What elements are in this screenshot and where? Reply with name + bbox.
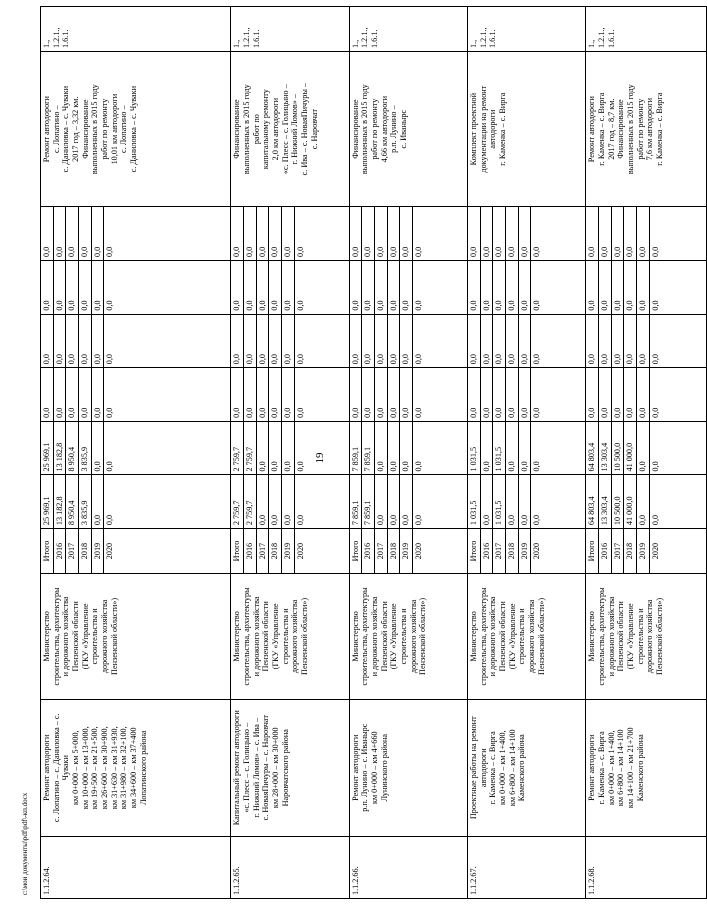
- total-cell: 0,0: [104, 475, 231, 529]
- year-cell: 2018: [624, 529, 637, 574]
- year-cell: 2017: [611, 529, 624, 574]
- local-cell: 0,0: [506, 314, 519, 368]
- other-cell: 0,0: [468, 207, 481, 261]
- regional-cell: 0,0: [400, 368, 413, 422]
- total-cell: 0,0: [413, 475, 468, 529]
- indicator-cell: Комплект проектной документации на ремонт автодороги г. Каменка – с. Вирга: [468, 51, 586, 206]
- regional-cell: 0,0: [294, 368, 349, 422]
- federal-cell: 13 182,8: [53, 421, 66, 475]
- federal-cell: 1 031,5: [468, 421, 481, 475]
- page-number-text: 19: [314, 452, 326, 464]
- other-cell: 0,0: [79, 207, 92, 261]
- extra-cell: 0,0: [480, 260, 493, 314]
- other-cell: 0,0: [387, 207, 400, 261]
- other-cell: 0,0: [349, 207, 362, 261]
- year-cell: 2017: [66, 529, 79, 574]
- other-cell: 0,0: [599, 207, 612, 261]
- extra-cell: 0,0: [294, 260, 349, 314]
- regional-cell: 0,0: [79, 368, 92, 422]
- regional-cell: 0,0: [375, 368, 388, 422]
- year-cell: 2018: [387, 529, 400, 574]
- other-cell: 0,0: [413, 207, 468, 261]
- local-cell: 0,0: [531, 314, 586, 368]
- regional-cell: 0,0: [468, 368, 481, 422]
- extra-cell: 0,0: [468, 260, 481, 314]
- federal-cell: 0,0: [104, 421, 231, 475]
- federal-cell: 7 859,1: [362, 421, 375, 475]
- local-cell: 0,0: [493, 314, 506, 368]
- regional-cell: 0,0: [480, 368, 493, 422]
- federal-cell: 0,0: [413, 421, 468, 475]
- federal-cell: 0,0: [256, 421, 269, 475]
- total-cell: 0,0: [387, 475, 400, 529]
- measure-name: Ремонт автодороги с. Лопатино – с. Даниловка – с. Чуваки км 0+000 – км 5+000, км 10+000 – км 13+000, км 19+500 – км 21+500, км 26+600 – км 30+900, км 31+630 – км 31+930, км 31+980 – км 32+100, км 34+600 – км 37+400 Лопатинского района: [41, 699, 231, 836]
- regional-cell: 0,0: [624, 368, 637, 422]
- extra-cell: 0,0: [493, 260, 506, 314]
- local-cell: 0,0: [79, 314, 92, 368]
- regional-cell: 0,0: [282, 368, 295, 422]
- regional-cell: 0,0: [362, 368, 375, 422]
- total-cell: 0,0: [282, 475, 295, 529]
- other-cell: 0,0: [586, 207, 599, 261]
- regional-cell: 0,0: [269, 368, 282, 422]
- extra-cell: 0,0: [256, 260, 269, 314]
- regional-cell: 0,0: [611, 368, 624, 422]
- year-cell: Итого: [231, 529, 244, 574]
- extra-cell: 0,0: [586, 260, 599, 314]
- local-cell: 0,0: [400, 314, 413, 368]
- measure-code: 1.1.2.67.: [468, 836, 586, 898]
- extra-cell: 0,0: [91, 260, 104, 314]
- other-cell: 0,0: [518, 207, 531, 261]
- extra-cell: 0,0: [282, 260, 295, 314]
- federal-cell: 0,0: [375, 421, 388, 475]
- local-cell: 0,0: [375, 314, 388, 368]
- year-cell: 2016: [480, 529, 493, 574]
- total-cell: 0,0: [91, 475, 104, 529]
- total-cell: 1 031,5: [468, 475, 481, 529]
- regional-cell: 0,0: [66, 368, 79, 422]
- federal-cell: 25 969,1: [41, 421, 54, 475]
- other-cell: 0,0: [531, 207, 586, 261]
- table-row: [41, 7, 54, 899]
- extra-cell: 0,0: [387, 260, 400, 314]
- total-cell: 3 835,9: [79, 475, 92, 529]
- year-cell: 2019: [518, 529, 531, 574]
- executor-cell: Министерство строительства, архитектуры и дорожного хозяйства Пензенской области (ГКУ «Управление строительства и дорожного хозяйства Пензенской области»): [586, 573, 706, 699]
- other-cell: 0,0: [362, 207, 375, 261]
- regional-cell: 0,0: [586, 368, 599, 422]
- extra-cell: 0,0: [400, 260, 413, 314]
- local-cell: 0,0: [294, 314, 349, 368]
- local-cell: 0,0: [518, 314, 531, 368]
- regional-cell: 0,0: [104, 368, 231, 422]
- local-cell: 0,0: [282, 314, 295, 368]
- local-cell: 0,0: [66, 314, 79, 368]
- total-cell: 0,0: [375, 475, 388, 529]
- extra-cell: 0,0: [53, 260, 66, 314]
- table-row: [349, 7, 362, 899]
- executor-cell: Министерство строительства, архитектуры и дорожного хозяйства Пензенской области (ГКУ «Управление строительства и дорожного хозяйства Пензенской области»): [41, 573, 231, 699]
- year-cell: 2019: [282, 529, 295, 574]
- local-cell: 0,0: [624, 314, 637, 368]
- extra-cell: 0,0: [599, 260, 612, 314]
- year-cell: Итого: [468, 529, 481, 574]
- executor-cell: Министерство строительства, архитектуры и дорожного хозяйства Пензенской области (ГКУ «Управление строительства и дорожного хозяйства Пензенской области»): [231, 573, 349, 699]
- local-cell: 0,0: [269, 314, 282, 368]
- local-cell: 0,0: [256, 314, 269, 368]
- year-cell: Итого: [349, 529, 362, 574]
- reference-cell: 1., 1.2.1., 1.6.1.: [41, 7, 231, 52]
- extra-cell: 0,0: [518, 260, 531, 314]
- table-row: [231, 7, 244, 899]
- extra-cell: 0,0: [231, 260, 244, 314]
- year-cell: 2020: [413, 529, 468, 574]
- federal-cell: 0,0: [282, 421, 295, 475]
- table-row: [586, 7, 599, 899]
- year-cell: 2016: [244, 529, 257, 574]
- federal-cell: 3 835,9: [79, 421, 92, 475]
- footer: [12, 6, 38, 899]
- local-cell: 0,0: [104, 314, 231, 368]
- year-cell: 2016: [53, 529, 66, 574]
- year-cell: 2019: [400, 529, 413, 574]
- regional-cell: 0,0: [518, 368, 531, 422]
- extra-cell: 0,0: [79, 260, 92, 314]
- measure-name: Капитальный ремонт автодороги «с. Плесс – с. Голицыно – г. Нижний Ломов» – с. Ива – с. НоваяПичуры – с. Наровчат км 28+000 – км 30+000 Наровчатского района: [231, 699, 349, 836]
- other-cell: 0,0: [506, 207, 519, 261]
- total-cell: 0,0: [480, 475, 493, 529]
- local-cell: 0,0: [480, 314, 493, 368]
- other-cell: 0,0: [294, 207, 349, 261]
- total-cell: 0,0: [506, 475, 519, 529]
- federal-cell: 1 031,5: [493, 421, 506, 475]
- federal-cell: 0,0: [506, 421, 519, 475]
- reference-cell: 1., 1.2.1., 1.6.1.: [231, 7, 349, 52]
- extra-cell: 0,0: [104, 260, 231, 314]
- year-cell: 2019: [91, 529, 104, 574]
- year-cell: 2018: [79, 529, 92, 574]
- federal-cell: 7 859,1: [349, 421, 362, 475]
- regional-cell: 0,0: [599, 368, 612, 422]
- total-cell: 0,0: [294, 475, 349, 529]
- total-cell: 64 803,4: [586, 475, 599, 529]
- total-cell: 0,0: [256, 475, 269, 529]
- total-cell: 0,0: [400, 475, 413, 529]
- local-cell: 0,0: [53, 314, 66, 368]
- extra-cell: 0,0: [624, 260, 637, 314]
- federal-cell: 41 000,0: [624, 421, 637, 475]
- regional-cell: 0,0: [637, 368, 650, 422]
- year-cell: 2016: [599, 529, 612, 574]
- table-row: [468, 7, 481, 899]
- indicator-cell: Финансирование выполненных в 2015 году работ по капитальному ремонту 2,0 км автодороги «с. Плесс – с. Голицыно – г. Нижний Ломов» – с. Ива – с. НоваяПичуры – с. Наровчат: [231, 51, 349, 206]
- local-cell: 0,0: [637, 314, 650, 368]
- federal-cell: 0,0: [637, 421, 650, 475]
- regional-cell: 0,0: [531, 368, 586, 422]
- extra-cell: 0,0: [66, 260, 79, 314]
- table-body: [41, 7, 707, 899]
- extra-cell: 0,0: [637, 260, 650, 314]
- other-cell: 0,0: [256, 207, 269, 261]
- year-cell: 2018: [506, 529, 519, 574]
- local-cell: 0,0: [468, 314, 481, 368]
- extra-cell: 0,0: [269, 260, 282, 314]
- other-cell: 0,0: [375, 207, 388, 261]
- extra-cell: 0,0: [375, 260, 388, 314]
- total-cell: 7 859,1: [349, 475, 362, 529]
- extra-cell: 0,0: [611, 260, 624, 314]
- local-cell: 0,0: [649, 314, 706, 368]
- year-cell: 2018: [269, 529, 282, 574]
- year-cell: 2020: [104, 529, 231, 574]
- regional-cell: 0,0: [256, 368, 269, 422]
- other-cell: 0,0: [231, 207, 244, 261]
- reference-cell: 1., 1.2.1., 1.6.1.: [349, 7, 467, 52]
- local-cell: 0,0: [244, 314, 257, 368]
- rotated-page: [40, 6, 665, 899]
- federal-cell: 0,0: [294, 421, 349, 475]
- total-cell: 13 303,4: [599, 475, 612, 529]
- regional-cell: 0,0: [413, 368, 468, 422]
- extra-cell: 0,0: [41, 260, 54, 314]
- indicator-cell: Ремонт автодороги с. Лопатино – с. Даниловка – с. Чуваки 2017 год – 3,32 км. Финансирование выполненных в 2015 году работ по ремонту 10,01 км автодороги с. Лопатино – с. Даниловка – с. Чуваки: [41, 51, 231, 206]
- other-cell: 0,0: [480, 207, 493, 261]
- federal-cell: 64 803,4: [586, 421, 599, 475]
- total-cell: 0,0: [649, 475, 706, 529]
- footer-path: c:\мои документы\pdf\pdf\-кп.docx: [21, 792, 29, 896]
- extra-cell: 0,0: [362, 260, 375, 314]
- regional-cell: 0,0: [387, 368, 400, 422]
- extra-cell: 0,0: [244, 260, 257, 314]
- total-cell: 0,0: [518, 475, 531, 529]
- other-cell: 0,0: [624, 207, 637, 261]
- extra-cell: 0,0: [531, 260, 586, 314]
- extra-cell: 0,0: [413, 260, 468, 314]
- regional-cell: 0,0: [231, 368, 244, 422]
- federal-cell: 0,0: [269, 421, 282, 475]
- total-cell: 8 950,4: [66, 475, 79, 529]
- local-cell: 0,0: [599, 314, 612, 368]
- rotated-content: [40, 6, 665, 899]
- other-cell: 0,0: [269, 207, 282, 261]
- other-cell: 0,0: [66, 207, 79, 261]
- year-cell: 2017: [375, 529, 388, 574]
- total-cell: 1 031,5: [493, 475, 506, 529]
- year-cell: 2019: [637, 529, 650, 574]
- regional-cell: 0,0: [493, 368, 506, 422]
- extra-cell: 0,0: [349, 260, 362, 314]
- total-cell: 13 182,8: [53, 475, 66, 529]
- other-cell: 0,0: [649, 207, 706, 261]
- other-cell: 0,0: [493, 207, 506, 261]
- other-cell: 0,0: [400, 207, 413, 261]
- federal-cell: 2 759,7: [244, 421, 257, 475]
- measure-name: Ремонт автодороги г. Каменка – с. Вирга км 0+000 – км 1+400, км 6+800 – км 14+100 км 14+100 – км 21+700 Каменского района: [586, 699, 706, 836]
- reference-cell: 1., 1.2.1., 1.6.1.: [468, 7, 586, 52]
- local-cell: 0,0: [349, 314, 362, 368]
- measure-code: 1.1.2.65.: [231, 836, 349, 898]
- year-cell: 2020: [531, 529, 586, 574]
- federal-cell: 0,0: [531, 421, 586, 475]
- measure-code: 1.1.2.68.: [586, 836, 706, 898]
- year-cell: Итого: [41, 529, 54, 574]
- regional-cell: 0,0: [91, 368, 104, 422]
- local-cell: 0,0: [413, 314, 468, 368]
- local-cell: 0,0: [362, 314, 375, 368]
- total-cell: 0,0: [531, 475, 586, 529]
- measure-code: 1.1.2.64.: [41, 836, 231, 898]
- total-cell: 0,0: [637, 475, 650, 529]
- measure-name: Проектные работы на ремонт автодороги г. Каменка – с. Вирга км 0+000 – км 1+400, км 6+800 – км 14+100 Каменского района: [468, 699, 586, 836]
- local-cell: 0,0: [387, 314, 400, 368]
- total-cell: 41 000,0: [624, 475, 637, 529]
- regional-cell: 0,0: [53, 368, 66, 422]
- federal-cell: 0,0: [387, 421, 400, 475]
- federal-cell: 0,0: [518, 421, 531, 475]
- extra-cell: 0,0: [649, 260, 706, 314]
- measure-name: Ремонт автодороги р.п. Лунино – с. Иванырс км 0+000 – км 4+660 Лунинского района: [349, 699, 467, 836]
- executor-cell: Министерство строительства, архитектуры и дорожного хозяйства Пензенской области (ГКУ «Управление строительства и дорожного хозяйства Пензенской области»): [349, 573, 467, 699]
- local-cell: 0,0: [41, 314, 54, 368]
- total-cell: 2 759,7: [231, 475, 244, 529]
- federal-cell: 10 500,0: [611, 421, 624, 475]
- other-cell: 0,0: [91, 207, 104, 261]
- measure-code: 1.1.2.66.: [349, 836, 467, 898]
- total-cell: 2 759,7: [244, 475, 257, 529]
- program-measures-table: [40, 6, 707, 899]
- total-cell: 25 969,1: [41, 475, 54, 529]
- regional-cell: 0,0: [244, 368, 257, 422]
- executor-cell: Министерство строительства, архитектуры и дорожного хозяйства Пензенской области (ГКУ «Управление строительства и дорожного хозяйства Пензенской области»): [468, 573, 586, 699]
- total-cell: 0,0: [269, 475, 282, 529]
- other-cell: 0,0: [244, 207, 257, 261]
- regional-cell: 0,0: [41, 368, 54, 422]
- federal-cell: 8 950,4: [66, 421, 79, 475]
- local-cell: 0,0: [91, 314, 104, 368]
- year-cell: Итого: [586, 529, 599, 574]
- regional-cell: 0,0: [649, 368, 706, 422]
- other-cell: 0,0: [104, 207, 231, 261]
- federal-cell: 0,0: [400, 421, 413, 475]
- year-cell: 2016: [362, 529, 375, 574]
- other-cell: 0,0: [41, 207, 54, 261]
- federal-cell: 0,0: [649, 421, 706, 475]
- indicator-cell: Финансирование выполненных в 2015 году работ по ремонту 4,66 км автодороги р.п. Лунино – с. Иванырс: [349, 51, 467, 206]
- other-cell: 0,0: [282, 207, 295, 261]
- total-cell: 7 859,1: [362, 475, 375, 529]
- regional-cell: 0,0: [506, 368, 519, 422]
- local-cell: 0,0: [611, 314, 624, 368]
- year-cell: 2020: [649, 529, 706, 574]
- local-cell: 0,0: [231, 314, 244, 368]
- total-cell: 10 500,0: [611, 475, 624, 529]
- federal-cell: 0,0: [91, 421, 104, 475]
- federal-cell: 13 303,4: [599, 421, 612, 475]
- indicator-cell: Ремонт автодороги г. Каменка – с. Вирга 2017 год – 8,7 км. Финансирование выполненных в 2015 году работ по ремонту 7,6 км автодороги г. Каменка – с. Вирга: [586, 51, 706, 206]
- other-cell: 0,0: [637, 207, 650, 261]
- other-cell: 0,0: [611, 207, 624, 261]
- year-cell: 2017: [256, 529, 269, 574]
- year-cell: 2020: [294, 529, 349, 574]
- extra-cell: 0,0: [506, 260, 519, 314]
- local-cell: 0,0: [586, 314, 599, 368]
- regional-cell: 0,0: [349, 368, 362, 422]
- reference-cell: 1., 1.2.1., 1.6.1.: [586, 7, 706, 52]
- year-cell: 2017: [493, 529, 506, 574]
- federal-cell: 2 759,7: [231, 421, 244, 475]
- other-cell: 0,0: [53, 207, 66, 261]
- federal-cell: 0,0: [480, 421, 493, 475]
